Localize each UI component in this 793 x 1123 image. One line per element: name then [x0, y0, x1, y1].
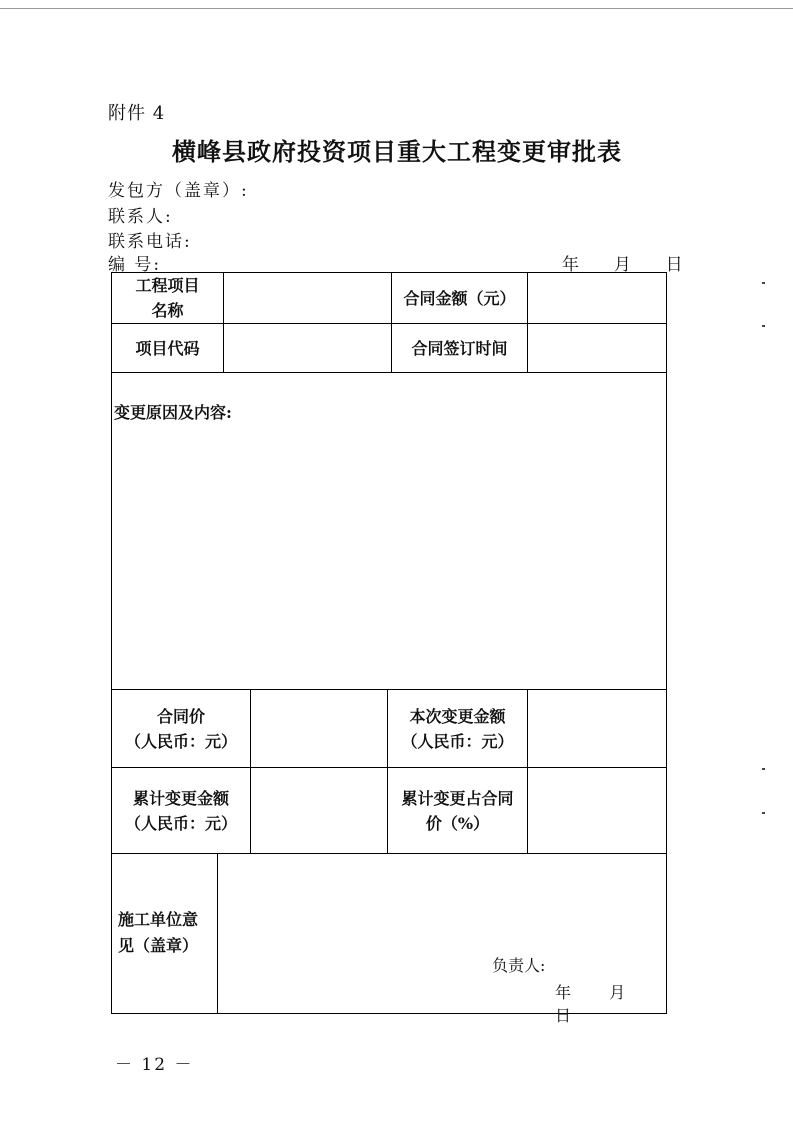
scan-speck	[762, 768, 765, 770]
project-code-label: 项目代码	[135, 338, 200, 358]
contract-sign-time-value[interactable]	[528, 324, 666, 372]
sign-date-month: 月	[609, 983, 626, 1002]
construction-opinion-label: 施工单位意 见（盖章）	[118, 910, 199, 955]
scan-speck	[762, 282, 765, 284]
approval-table	[111, 272, 667, 1025]
scan-speck	[762, 325, 765, 327]
construction-opinion-content[interactable]	[218, 854, 666, 944]
attachment-label: 附件 4	[108, 103, 166, 124]
cumulative-change-value[interactable]	[251, 768, 387, 853]
this-change-amount-value[interactable]	[528, 690, 666, 767]
change-reason-label: 变更原因及内容:	[114, 403, 232, 422]
number-label: 编 号:	[108, 255, 162, 275]
form-title: 横峰县政府投资项目重大工程变更审批表	[172, 137, 622, 166]
cumulative-change-label: 累计变更金额 （人民币：元）	[124, 788, 237, 833]
sign-date-year: 年	[555, 983, 572, 1002]
contract-amount-value[interactable]	[528, 273, 666, 323]
contract-sign-time-label: 合同签订时间	[411, 338, 508, 358]
responsible-label: 负责人:	[492, 956, 546, 975]
cumulative-ratio-label: 累计变更占合同 价（%）	[401, 788, 514, 833]
project-code-value[interactable]	[224, 324, 391, 372]
cumulative-ratio-value[interactable]	[528, 768, 666, 853]
header-date-day: 日	[665, 255, 683, 275]
contact-label: 联系人:	[108, 207, 173, 227]
issuer-label: 发包方（盖章）:	[108, 181, 249, 201]
this-change-amount-label: 本次变更金额 （人民币：元）	[401, 706, 514, 751]
sign-date-day: 日	[555, 1006, 572, 1025]
phone-label: 联系电话:	[108, 232, 192, 252]
sign-date	[555, 980, 666, 1026]
top-rule	[0, 8, 793, 9]
project-name-value[interactable]	[224, 273, 391, 323]
header-date-year: 年	[562, 255, 579, 275]
contract-price-label: 合同价 （人民币：元）	[124, 706, 237, 751]
change-reason-content[interactable]	[112, 423, 666, 687]
header-date-month: 月	[613, 255, 631, 275]
scan-speck	[762, 812, 765, 814]
project-name-label: 工程项目 名称	[135, 276, 200, 320]
contract-price-value[interactable]	[251, 690, 387, 767]
page-number: － 12 －	[115, 1055, 194, 1075]
contract-amount-label: 合同金额（元）	[403, 288, 516, 308]
